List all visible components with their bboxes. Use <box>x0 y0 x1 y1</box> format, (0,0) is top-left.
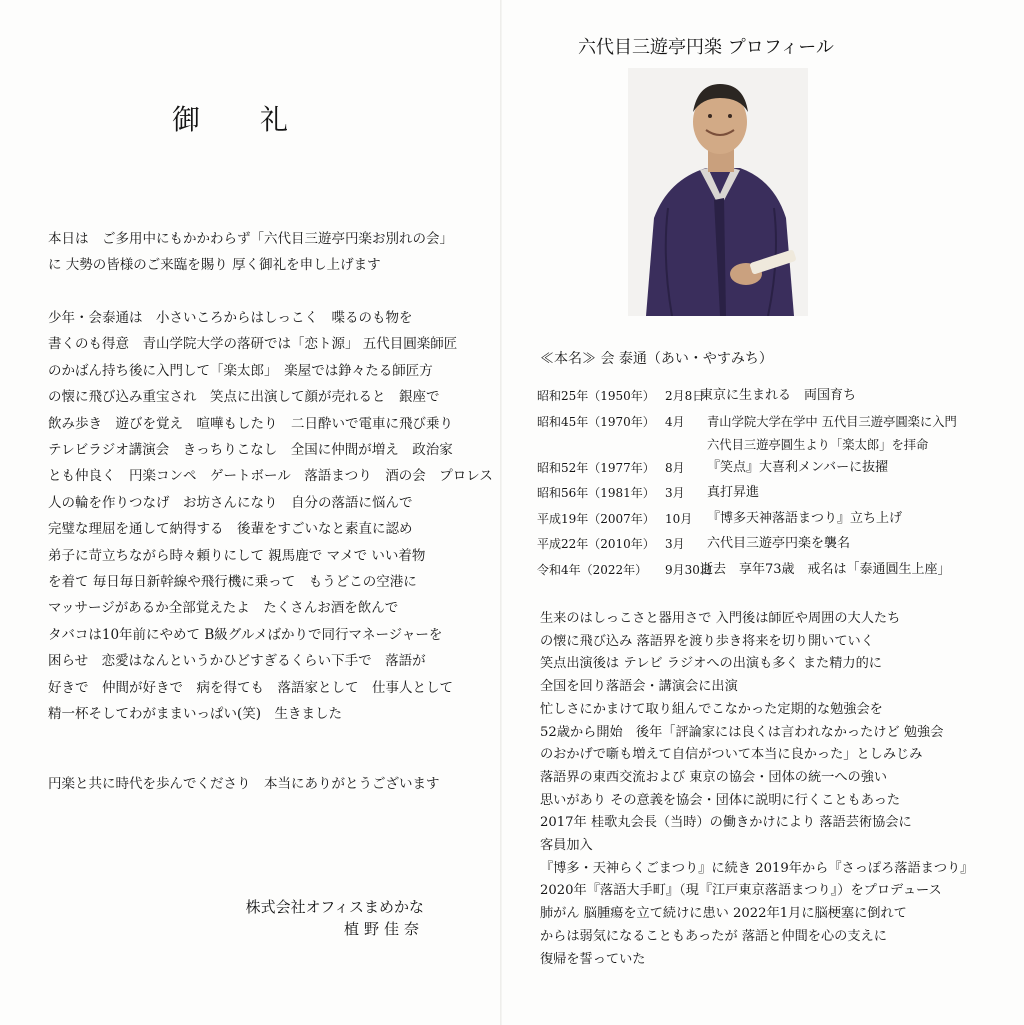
history-event: 東京に生まれる 両国育ち <box>700 388 857 403</box>
biography-text: 生来のはしっこさと器用さで 入門後は師匠や周囲の大人たち の懐に飛び込み 落語界を渡り歩き将来を切り開いていく 笑点出演後は テレビ ラジオへの出演も多く また精力的に 全国を回り落語会・講演会に出演 忙しさにかまけて取り組んでこなかった定期的な勉強会を 52歳から開始 後年「評論家には良くは言われなかったけど 勉強会 のおかげで噺も増えて自信がついて本当に良かった」としみじみ 落語界の東西交流および 東京の協会・団体の統一への強い 思いがあり その意義を協会・団体に説明に行くこともあった 2017年 桂歌丸会長（当時）の働きかけにより 落語芸術協会に 客員加入 『博多・天神らくごまつり』に続き 2019年から『さっぽろ落語まつり』 2020年『落語大手町』（現『江戸東京落語まつり』）をプロデュース 肺がん 脳腫瘍を立て続けに患い 2022年1月に脳梗塞に倒れて からは弱気になることもあったが 落語と仲間を心の支えに 復帰を誓っていた <box>540 611 974 967</box>
profile-title: 六代目三遊亭円楽 プロフィール <box>578 37 834 58</box>
history-date: 昭和45年（1970年） <box>537 414 655 429</box>
signature-person: 植野佳奈 <box>343 920 424 938</box>
history-row <box>537 533 1007 559</box>
thanks-paragraph-greeting: 本日は ご多用中にもかかわらず「六代目三遊亭円楽お別れの会」 に 大勢の皆様のご来臨を賜り 厚く御礼を申し上げます <box>48 231 453 274</box>
left-page-thanks <box>0 0 500 1025</box>
thanks-paragraph-closing: 円楽と共に時代を歩んでくださり 本当にありがとうございます <box>48 776 440 792</box>
history-date: 昭和52年（1977年） <box>537 460 655 475</box>
history-date: 昭和25年（1950年） <box>537 389 655 403</box>
history-date: 平成19年（2007年） <box>537 511 655 526</box>
signature-block <box>246 896 424 940</box>
portrait-illustration <box>628 68 808 316</box>
history-date: 平成22年（2010年） <box>537 537 655 551</box>
history-day: 4月 <box>665 414 685 429</box>
history-row <box>537 559 1007 585</box>
right-page-profile <box>500 0 1024 1025</box>
history-event: 六代目三遊亭円楽を襲名 <box>707 536 851 551</box>
history-event: 青山学院大学在学中 五代目三遊亭圓楽に入門 <box>707 414 957 429</box>
history-day: 3月 <box>665 486 685 500</box>
history-event-continued: 六代目三遊亭圓生より「楽太郎」を拝命 <box>707 437 929 452</box>
history-date: 昭和56年（1981年） <box>537 486 655 500</box>
history-date: 令和4年（2022年） <box>537 562 648 577</box>
history-day: 2月8日 <box>665 389 705 403</box>
history-day: 8月 <box>665 460 685 475</box>
history-row <box>537 411 1007 457</box>
portrait-photo <box>628 68 808 316</box>
thanks-title: 御礼 <box>172 103 349 136</box>
history-day: 10月 <box>665 511 693 526</box>
history-row <box>537 482 1007 508</box>
real-name: ≪本名≫ 会 泰通（あい・やすみち） <box>540 351 773 367</box>
history-row <box>537 385 1007 411</box>
history-day: 3月 <box>665 537 685 551</box>
history-day: 9月30日 <box>665 562 712 577</box>
history-list <box>537 385 1007 584</box>
signature-company: 株式会社オフィスまめかな <box>245 898 424 916</box>
history-event: 逝去 享年73歳 戒名は「泰通圓生上座」 <box>700 561 951 577</box>
history-event: 『博多天神落語まつり』立ち上げ <box>707 510 903 526</box>
history-row <box>537 457 1007 483</box>
history-row <box>537 508 1007 534</box>
thanks-paragraph-life: 少年・会泰通は 小さいころからはしっこく 喋るのも物を 書くのも得意 青山学院大学の落研では「恋ト源」 五代目圓楽師匠 のかばん持ち後に入門して「楽太郎」 楽屋では錚々たる師匠方 の懐に飛び込み重宝され 笑点に出演して顔が売れると 銀座で 飲み歩き 遊びを覚え 喧嘩もしたり 二日酔いで電車に飛び乗り テレビラジオ講演会 きっちりこなし 全国に仲間が増え 政治家 とも仲良く 円楽コンペ ゲートボール 落語まつり 酒の会 プロレス 人の輪を作りつなげ お坊さんになり 自分の落語に悩んで 完璧な理屈を通して納得する 後輩をすごいなと素直に認め 弟子に苛立ちながら時々頼りにして 親馬鹿で マメで いい着物 を着て 毎日毎日新幹線や飛行機に乗って もうどこの空港に マッサージがあるか全部覚えたよ たくさんお酒を飲んで タバコは10年前にやめて B級グルメばかりで同行マネージャーを 困らせ 恋愛はなんというかひどすぎるくらい下手で 落語が 好きで 仲間が好きで 病を得ても 落語家として 仕事人として 精一杯そしてわがままいっぱい(笑) 生きました <box>48 310 493 723</box>
history-event: 真打昇進 <box>707 485 760 500</box>
history-event: 『笑点』大喜利メンバーに抜擢 <box>707 459 889 475</box>
